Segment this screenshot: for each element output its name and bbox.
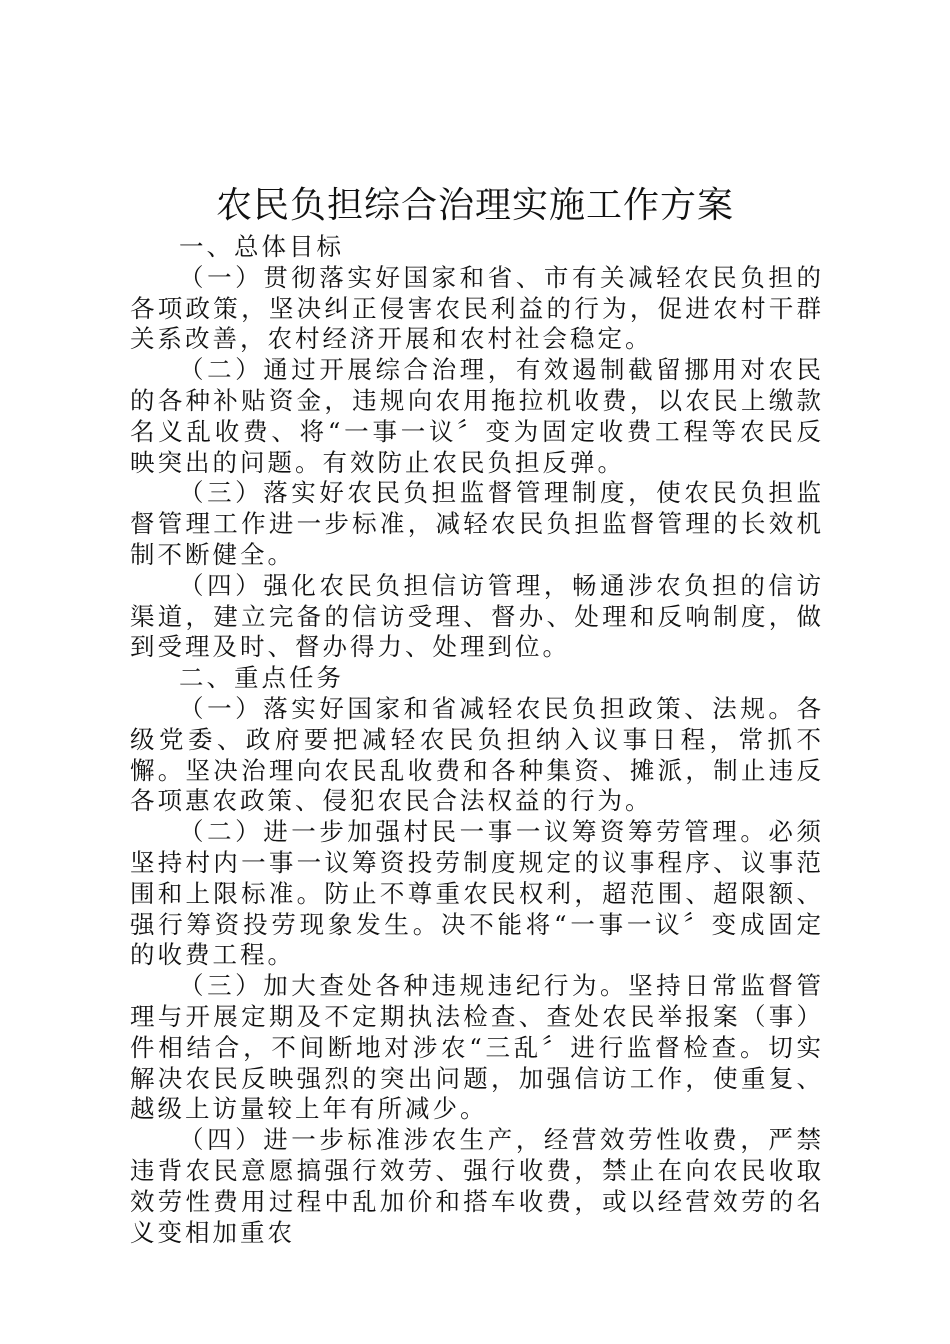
paragraph: （三）落实好农民负担监督管理制度，使农民负担监督管理工作进一步标准，减轻农民负担监督管理的长效机制不断健全。 xyxy=(130,478,824,569)
paragraph: （二）进一步加强村民一事一议筹资筹劳管理。必须坚持村内一事一议筹资投劳制度规定的议事程序、议事范围和上限标准。防止不尊重农民权利，超范围、超限额、强行筹资投劳现象发生。决不能将“一事一议〞变成固定的收费工程。 xyxy=(130,817,824,970)
paragraph: （四）进一步标准涉农生产，经营效劳性收费，严禁违背农民意愿搞强行效劳、强行收费，禁止在向农民收取效劳性费用过程中乱加价和搭车收费，或以经营效劳的名义变相加重农 xyxy=(130,1125,824,1247)
paragraph: （三）加大查处各种违规违纪行为。坚持日常监督管理与开展定期及不定期执法检查、查处农民举报案（事）件相结合，不间断地对涉农“三乱〞进行监督检查。切实解决农民反映强烈的突出问题，加强信访工作，使重复、越级上访量较上年有所减少。 xyxy=(130,971,824,1124)
section-heading: 二、重点任务 xyxy=(179,663,344,693)
paragraph: （一）贯彻落实好国家和省、市有关减轻农民负担的各项政策，坚决纠正侵害农民利益的行为，促进农村干群关系改善，农村经济开展和农村社会稳定。 xyxy=(130,262,824,354)
section-heading: 一、总体目标 xyxy=(179,232,344,261)
paragraph: （四）强化农民负担信访管理，畅通涉农负担的信访渠道，建立完备的信访受理、督办、处理和反响制度，做到受理及时、督办得力、处理到位。 xyxy=(130,570,824,662)
paragraph: （二）通过开展综合治理，有效遏制截留挪用对农民的各种补贴资金，违规向农用拖拉机收费，以农民上缴款名义乱收费、将“一事一议〞变为固定收费工程等农民反映突出的问题。有效防止农民负担反弹。 xyxy=(130,355,824,477)
document-body xyxy=(130,232,824,1248)
document-title: 农民负担综合治理实施工作方案 xyxy=(215,185,734,226)
paragraph: （一）落实好国家和省减轻农民负担政策、法规。各级党委、政府要把减轻农民负担纳入议事日程，常抓不懈。坚决治理向农民乱收费和各种集资、摊派，制止违反各项惠农政策、侵犯农民合法权益的行为。 xyxy=(130,693,824,816)
